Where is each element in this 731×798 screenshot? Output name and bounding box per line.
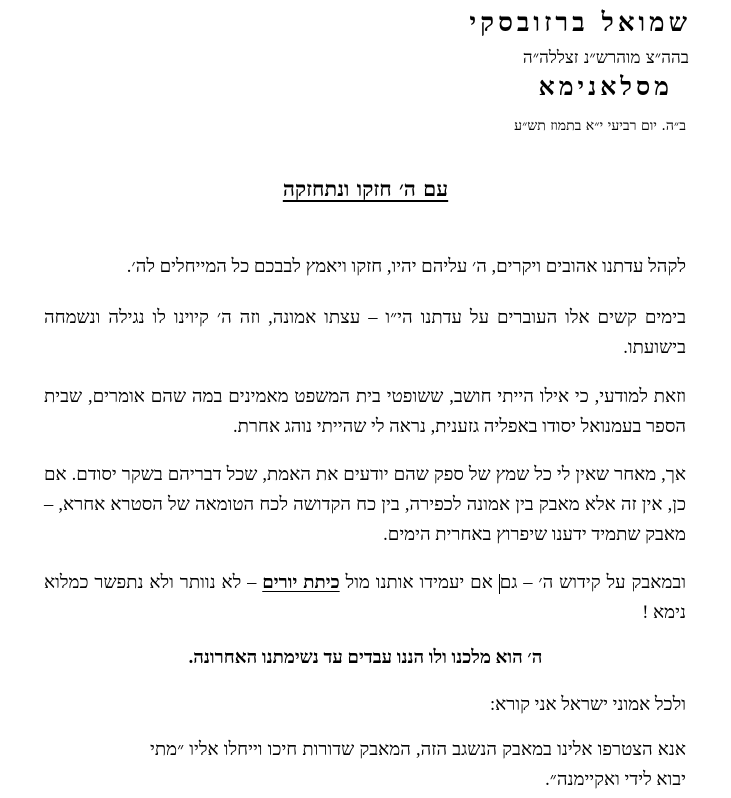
author-name: שמואל ברזובסקי (469, 8, 691, 38)
paragraph-3: וזאת למודעי, כי אילו הייתי חושב, ששופטי בית המשפט מאמינים במה שהם אומרים, שבית הספר בעמנואל יסודו באפליה גזענית, נראה לי שהייתי נוהג אחרת. (44, 387, 686, 437)
paragraph-5[interactable] (44, 568, 686, 628)
title-text: עם ה׳ חזקו ונתחזקה (282, 176, 449, 201)
paragraph-4: אך, מאחר שאין לי כל שמץ של ספק שהם יודעים את האמת, שכל דבריהם בשקר יסודם. אם כן, אין זה אלא מאבק בין אמונה לכפירה, בין כח הקדושה לכח הטומאה של הסטרא אחרא, – מאבק שתמיד ידענו שיפרוץ באחרית הימים. (44, 465, 686, 545)
p6-text-b: נשימתנו האחרונה. (188, 648, 324, 668)
paragraph-2: בימים קשים אלו העוברים על עדתנו הי״ו – עצתו אמונה, וזה ה׳ קיוינו לו נגילה ונשמחה בישועתו. (44, 308, 686, 358)
paragraph-1: לקהל עדתנו אהובים ויקרים, ה׳ עליהם יהיו, חזקו ויאמץ לבבכם כל המייחלים לה׳. (126, 257, 686, 277)
paragraph-8: אנא הצטרפו אלינו במאבק הנשגב הזה, המאבק שדורות חיכו וייחלו אליו ״מתי יבוא לידי ואקיימנה״. (150, 740, 686, 790)
author-lineage: בהה״צ מוהרש״נ זצללה״ה (522, 48, 689, 68)
date-line: ב״ה. יום רביעי י״א בתמוז תש״ע (514, 118, 686, 134)
author-place: מסלאנימא (538, 72, 673, 101)
p6-text-a: ה׳ הוא מלכנו ולו הננו (392, 648, 543, 668)
paragraph-6 (0, 643, 731, 673)
document-title (0, 176, 731, 202)
paragraph-7: ולכל אמוני ישראל אני קורא: (490, 695, 686, 715)
p5-emphasis: כיתת יורים (262, 573, 340, 593)
p5-text-b: אם יעמידו אותנו מול (339, 573, 499, 593)
p6-emphasis: עבדים עד (323, 648, 393, 668)
p5-text-c: – לא נוותר ולא נתפשר כמלוא נימא ! (44, 573, 686, 623)
p5-text-a: ובמאבק על קידוש ה׳ – גם (499, 573, 687, 593)
